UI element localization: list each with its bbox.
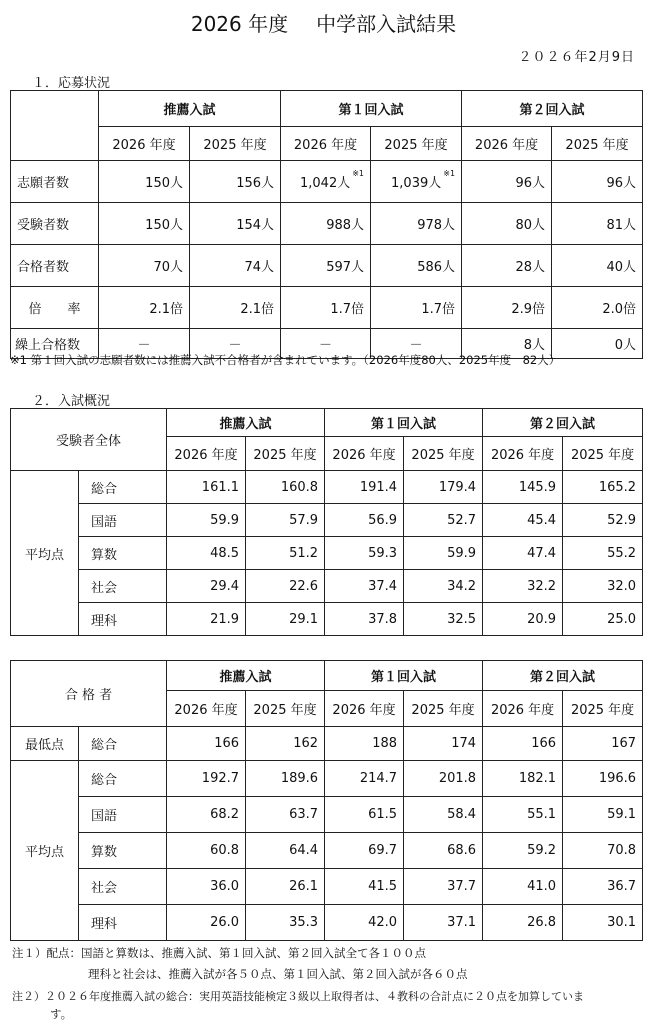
section1-title: １．応募状況: [32, 76, 111, 91]
cell-value: 36.7: [563, 869, 643, 905]
cell-value: 182.1: [483, 761, 563, 797]
cell-value: 59.1: [563, 797, 643, 833]
cell-value: 37.7: [404, 869, 483, 905]
row-label: 国語: [79, 504, 167, 537]
table-row: [11, 727, 643, 761]
value-text: 1,042人: [300, 176, 351, 191]
cell-value: 32.2: [483, 570, 563, 603]
section2-title: ２．入試概況: [32, 394, 111, 409]
cell-value: 68.6: [404, 833, 483, 869]
cell-value: 166: [483, 727, 563, 761]
row-label: 合格者数: [11, 245, 99, 287]
cell-value: 32.5: [404, 603, 483, 636]
asterisk-num: 1: [358, 168, 365, 178]
cell-value: －: [281, 329, 371, 359]
year-header: 2025 年度: [404, 437, 483, 471]
cell-value: 47.4: [483, 537, 563, 570]
table-row: [11, 471, 643, 504]
group-header: 第２回入試: [462, 91, 643, 127]
cell-value: 214.7: [325, 761, 404, 797]
cell-value: 41.0: [483, 869, 563, 905]
table-row: [11, 797, 643, 833]
table-row: [11, 245, 643, 287]
cell-value: 150人: [99, 203, 190, 245]
cell-value: 96人: [462, 161, 552, 203]
year-header: 2025 年度: [552, 127, 643, 161]
cell-value: 156人: [190, 161, 281, 203]
cell-value: 69.7: [325, 833, 404, 869]
cell-value: 150人: [99, 161, 190, 203]
cell-value: 59.3: [325, 537, 404, 570]
year-header: 2026 年度: [483, 691, 563, 727]
table-row: [11, 161, 643, 203]
cell-value: 29.4: [167, 570, 246, 603]
cell-value: 68.2: [167, 797, 246, 833]
cell-value: 59.9: [167, 504, 246, 537]
cell-value: 70人: [99, 245, 190, 287]
cell-value: 0人: [552, 329, 643, 359]
row-label: 理科: [79, 905, 167, 941]
footnote-2: 注２）２０２６年度推薦入試の総合：実用英語技能検定３級以上取得者は、４教科の合計点に２０点を加算していま: [12, 990, 584, 1003]
cell-value: 52.9: [563, 504, 643, 537]
cell-value: 28人: [462, 245, 552, 287]
asterisk: ※: [443, 168, 450, 178]
row-label: 繰上合格数: [11, 329, 99, 359]
row-label: 国語: [79, 797, 167, 833]
cell-value: 597人: [281, 245, 371, 287]
row-label: 社会: [79, 869, 167, 905]
table-row: [11, 761, 643, 797]
cell-value: 74人: [190, 245, 281, 287]
year-header: 2026 年度: [167, 437, 246, 471]
cell-value: 162: [246, 727, 325, 761]
cell-value: 60.8: [167, 833, 246, 869]
cell-value: 37.8: [325, 603, 404, 636]
cell-value: 29.1: [246, 603, 325, 636]
cell-value: 2.1倍: [99, 287, 190, 329]
cell-value: 26.1: [246, 869, 325, 905]
section1-note: ※1 第１回入試の志願者数には推薦入試不合格者が含まれています。（2026年度80人、2025年度 82人）: [10, 353, 561, 367]
year-header: 2026 年度: [99, 127, 190, 161]
cell-value: －: [371, 329, 462, 359]
cell-value: 26.0: [167, 905, 246, 941]
cell-value: 55.1: [483, 797, 563, 833]
footnote-2-cont: す。: [50, 1007, 73, 1021]
cell-value: 161.1: [167, 471, 246, 504]
row-label: 総合: [79, 727, 167, 761]
cell-value: 37.4: [325, 570, 404, 603]
value-text: 1,039人: [391, 176, 442, 191]
cell-value: 2.1倍: [190, 287, 281, 329]
year-header: 2026 年度: [281, 127, 371, 161]
year-header: 2025 年度: [246, 691, 325, 727]
cell-value: 59.2: [483, 833, 563, 869]
cell-value: 21.9: [167, 603, 246, 636]
table-header: 受験者全体: [11, 409, 167, 471]
title-heading: 中学部入試結果: [316, 12, 457, 36]
cell-value: 22.6: [246, 570, 325, 603]
corner-cell: [11, 91, 99, 161]
cell-value: 166: [167, 727, 246, 761]
year-header: 2026 年度: [483, 437, 563, 471]
table-row: [11, 287, 643, 329]
row-label: 志願者数: [11, 161, 99, 203]
cell-value: －: [99, 329, 190, 359]
row-label: 総合: [79, 471, 167, 504]
year-header: 2026 年度: [325, 437, 404, 471]
cell-value: 56.9: [325, 504, 404, 537]
side-label: 平均点: [11, 761, 79, 941]
table-row: [11, 537, 643, 570]
row-label: 総合: [79, 761, 167, 797]
group-header: 推薦入試: [167, 409, 325, 437]
cell-value: 42.0: [325, 905, 404, 941]
cell-value: 188: [325, 727, 404, 761]
group-header: 第１回入試: [325, 409, 483, 437]
cell-value: 201.8: [404, 761, 483, 797]
table-row: [11, 833, 643, 869]
row-label: 社会: [79, 570, 167, 603]
cell-value: 57.9: [246, 504, 325, 537]
side-label: 平均点: [11, 471, 79, 636]
footnote-1: 注１）配点：国語と算数は、推薦入試、第１回入試、第２回入試全て各１００点: [12, 946, 426, 960]
asterisk-num: 1: [449, 168, 456, 178]
cell-value: 58.4: [404, 797, 483, 833]
cell-value: 64.4: [246, 833, 325, 869]
cell-value: 61.5: [325, 797, 404, 833]
cell-value: 165.2: [563, 471, 643, 504]
cell-value: 586人: [371, 245, 462, 287]
year-header: 2026 年度: [462, 127, 552, 161]
cell-value: 55.2: [563, 537, 643, 570]
cell-value: [281, 161, 371, 203]
cell-value: 179.4: [404, 471, 483, 504]
cell-value: 191.4: [325, 471, 404, 504]
table-header: 合 格 者: [11, 661, 167, 727]
cell-value: 81人: [552, 203, 643, 245]
cell-value: 2.9倍: [462, 287, 552, 329]
cell-value: 45.4: [483, 504, 563, 537]
cell-value: 51.2: [246, 537, 325, 570]
successful-average-table: [10, 660, 643, 941]
year-header: 2025 年度: [563, 437, 643, 471]
year-header: 2025 年度: [246, 437, 325, 471]
cell-value: 35.3: [246, 905, 325, 941]
group-header: 推薦入試: [167, 661, 325, 691]
cell-value: 2.0倍: [552, 287, 643, 329]
footnote-marker: [352, 169, 364, 178]
table-row: [11, 570, 643, 603]
table-row: [11, 869, 643, 905]
cell-value: 1.7倍: [281, 287, 371, 329]
cell-value: [371, 161, 462, 203]
group-header: 第２回入試: [483, 409, 643, 437]
cell-value: 63.7: [246, 797, 325, 833]
publish-date: ２０２６年2月9日: [518, 50, 635, 65]
cell-value: 96人: [552, 161, 643, 203]
cell-value: 26.8: [483, 905, 563, 941]
table-row: [11, 603, 643, 636]
year-header: 2025 年度: [190, 127, 281, 161]
group-header: 第１回入試: [281, 91, 462, 127]
cell-value: 32.0: [563, 570, 643, 603]
footnote-marker: [443, 169, 455, 178]
cell-value: 174: [404, 727, 483, 761]
table-row: [11, 905, 643, 941]
cell-value: 167: [563, 727, 643, 761]
year-header: 2025 年度: [404, 691, 483, 727]
examinee-average-table: [10, 408, 643, 636]
row-label: 算数: [79, 833, 167, 869]
min-label: 最低点: [11, 727, 79, 761]
group-header: 推薦入試: [99, 91, 281, 127]
cell-value: －: [190, 329, 281, 359]
cell-value: 59.9: [404, 537, 483, 570]
footnote-1-cont: 理科と社会は、推薦入試が各５０点、第１回入試、第２回入試が各６０点: [88, 967, 468, 981]
year-header: 2026 年度: [325, 691, 404, 727]
row-label: 受験者数: [11, 203, 99, 245]
table-row: [11, 504, 643, 537]
cell-value: 36.0: [167, 869, 246, 905]
row-label: 理科: [79, 603, 167, 636]
year-header: 2025 年度: [371, 127, 462, 161]
group-header: 第２回入試: [483, 661, 643, 691]
page-title: [0, 8, 647, 37]
cell-value: 978人: [371, 203, 462, 245]
row-label: 算数: [79, 537, 167, 570]
cell-value: 154人: [190, 203, 281, 245]
cell-value: 34.2: [404, 570, 483, 603]
cell-value: 196.6: [563, 761, 643, 797]
asterisk: ※: [352, 168, 359, 178]
cell-value: 20.9: [483, 603, 563, 636]
cell-value: 1.7倍: [371, 287, 462, 329]
cell-value: 52.7: [404, 504, 483, 537]
cell-value: 189.6: [246, 761, 325, 797]
cell-value: 41.5: [325, 869, 404, 905]
cell-value: 40人: [552, 245, 643, 287]
cell-value: 8人: [462, 329, 552, 359]
group-header: 第１回入試: [325, 661, 483, 691]
cell-value: 160.8: [246, 471, 325, 504]
row-label: 倍 率: [11, 287, 99, 329]
cell-value: 48.5: [167, 537, 246, 570]
cell-value: 80人: [462, 203, 552, 245]
cell-value: 25.0: [563, 603, 643, 636]
cell-value: 145.9: [483, 471, 563, 504]
application-table: [10, 90, 643, 359]
table-row: [11, 203, 643, 245]
cell-value: 30.1: [563, 905, 643, 941]
cell-value: 192.7: [167, 761, 246, 797]
cell-value: 988人: [281, 203, 371, 245]
year-header: 2025 年度: [563, 691, 643, 727]
year-header: 2026 年度: [167, 691, 246, 727]
cell-value: 70.8: [563, 833, 643, 869]
cell-value: 37.1: [404, 905, 483, 941]
title-year: 2026 年度: [190, 12, 289, 36]
